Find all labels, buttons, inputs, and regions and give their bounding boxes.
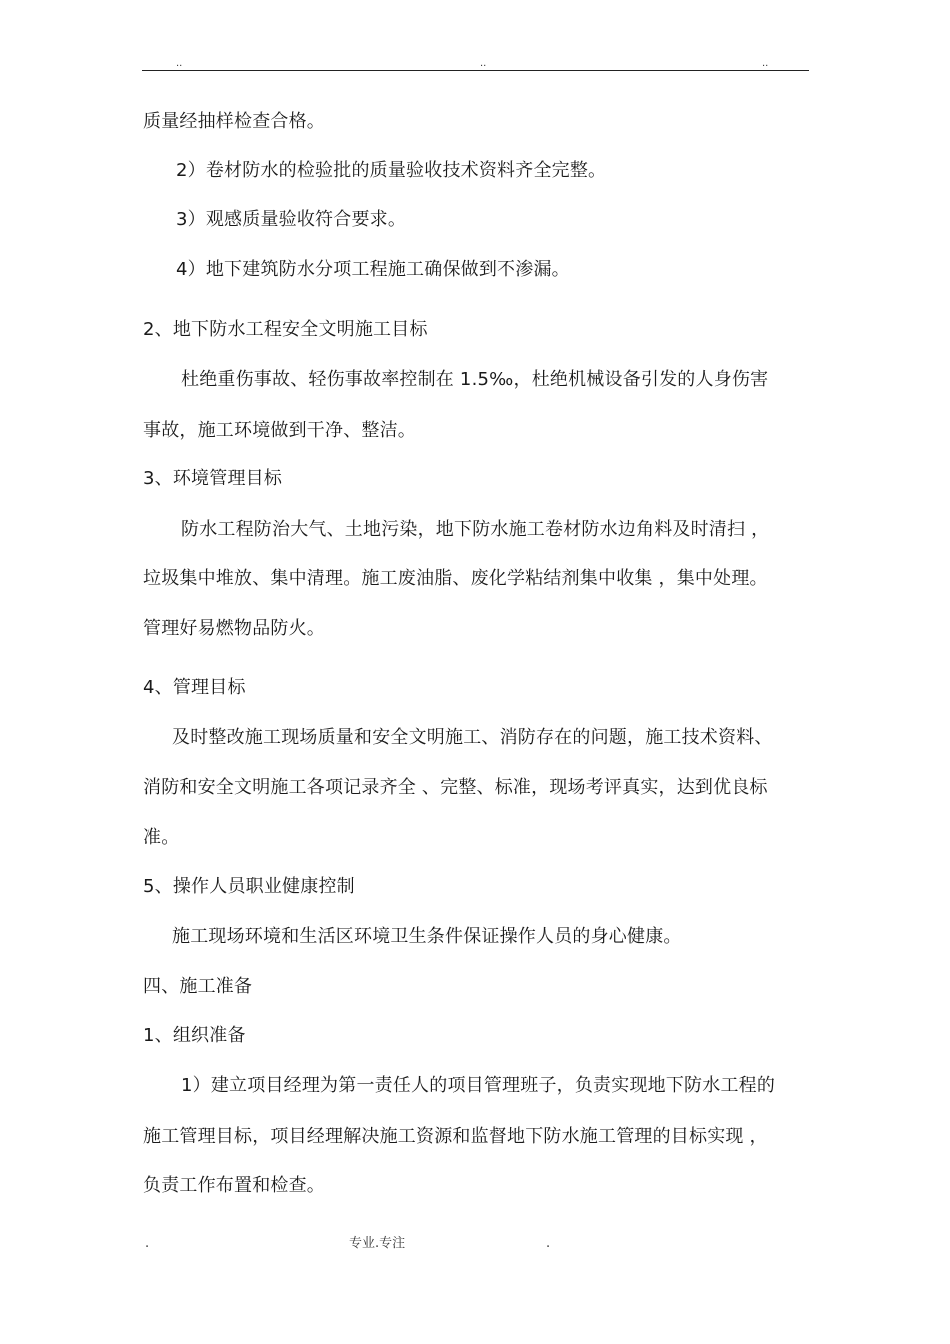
paragraph-line: 及时整改施工现场质量和安全文明施工、消防存在的问题，施工技术资料、 xyxy=(172,727,773,748)
section-heading: 5、操作人员职业健康控制 xyxy=(143,876,355,897)
list-item: 4）地下建筑防水分项工程施工确保做到不渗漏。 xyxy=(176,259,570,280)
paragraph-line: 施工现场环境和生活区环境卫生条件保证操作人员的身心健康。 xyxy=(172,926,682,947)
paragraph-line: 杜绝重伤事故、轻伤事故率控制在 1.5‰，杜绝机械设备引发的人身伤害 xyxy=(181,369,769,390)
paragraph-line: 施工管理目标，项目经理解决施工资源和监督地下防水施工管理的目标实现 ， xyxy=(143,1126,768,1147)
paragraph-line: 垃圾集中堆放、集中清理。施工废油脂、废化学粘结剂集中收集 ，集中处理。 xyxy=(143,568,768,589)
paragraph-line: 质量经抽样检查合格。 xyxy=(143,111,325,132)
paragraph-line: 负责工作布置和检查。 xyxy=(143,1175,325,1196)
list-item: 3）观感质量验收符合要求。 xyxy=(176,209,407,230)
footer-right-mark: . xyxy=(546,1236,551,1251)
paragraph-line: 消防和安全文明施工各项记录齐全 、完整、标准，现场考评真实，达到优良标 xyxy=(143,777,768,798)
paragraph-line: 准。 xyxy=(143,827,180,848)
header-center-mark: .. xyxy=(480,58,487,69)
footer-left-mark: . xyxy=(145,1236,150,1251)
header-rule xyxy=(142,70,809,71)
header-right-mark: .. xyxy=(762,58,769,69)
chapter-heading: 四、施工准备 xyxy=(143,976,253,997)
list-item: 2）卷材防水的检验批的质量验收技术资料齐全完整。 xyxy=(176,160,607,181)
paragraph-line: 事故，施工环境做到干净、整洁。 xyxy=(143,420,416,441)
header-left-mark: .. xyxy=(176,58,183,69)
paragraph-line: 管理好易燃物品防火。 xyxy=(143,618,325,639)
section-heading: 2、地下防水工程安全文明施工目标 xyxy=(143,319,428,340)
section-heading: 4、管理目标 xyxy=(143,677,246,698)
footer-text: 专业.专注 xyxy=(349,1236,406,1251)
paragraph-line: 防水工程防治大气、土地污染，地下防水施工卷材防水边角料及时清扫 ， xyxy=(181,519,770,540)
section-heading: 1、组织准备 xyxy=(143,1025,246,1046)
list-item: 1）建立项目经理为第一责任人的项目管理班子，负责实现地下防水工程的 xyxy=(181,1075,776,1096)
section-heading: 3、环境管理目标 xyxy=(143,468,283,489)
